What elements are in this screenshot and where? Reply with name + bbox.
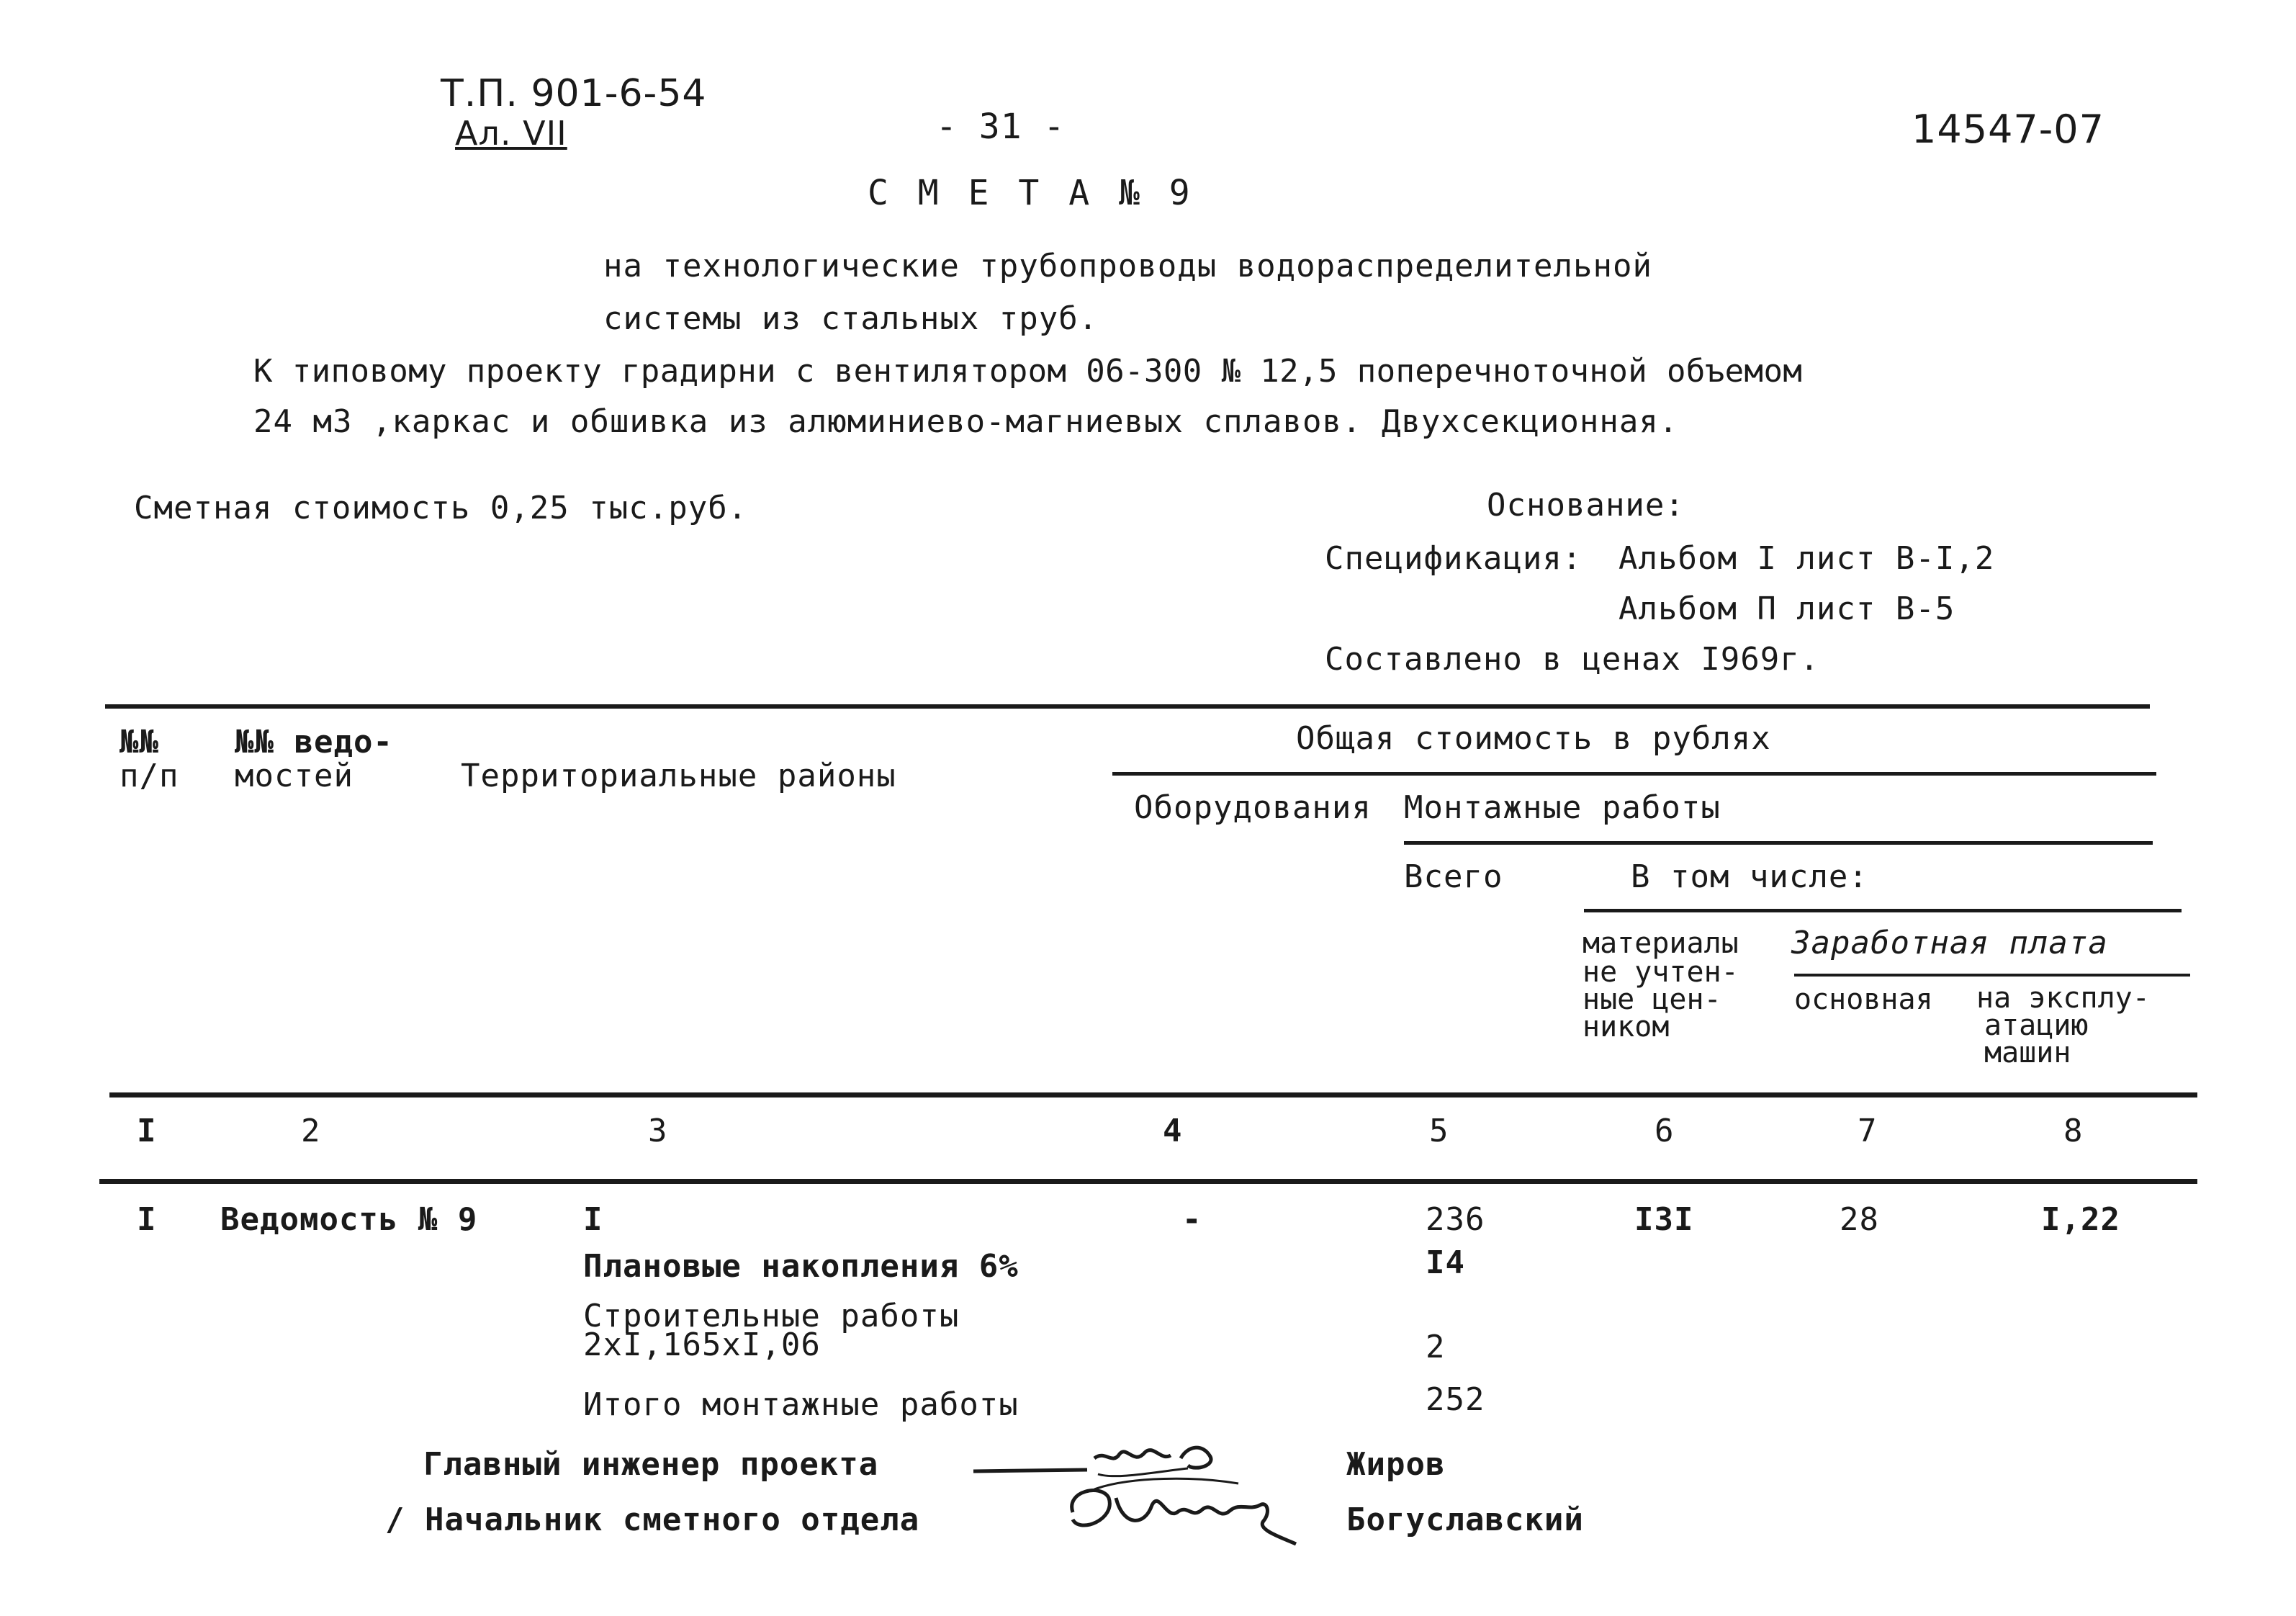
- numbers-bottom-rule: [99, 1179, 2197, 1184]
- row4-region: Итого монтажные работы: [583, 1386, 1019, 1423]
- header-machines-2: атацию: [1984, 1009, 2089, 1042]
- header-regions: Территориальные районы: [461, 758, 896, 794]
- total-cost-rule: [1112, 772, 2156, 776]
- prices-year: Составлено в ценах I969г.: [1325, 641, 1820, 678]
- row1-num: I: [137, 1201, 157, 1238]
- wages-rule: [1794, 974, 2190, 977]
- col-number-5: 5: [1429, 1113, 1449, 1149]
- header-total: Всего: [1404, 858, 1503, 895]
- head-signature-icon: [1051, 1469, 1310, 1551]
- page-number: - 31 -: [936, 107, 1066, 147]
- header-total-cost: Общая стоимость в рублях: [1296, 720, 1771, 757]
- header-including: В том числе:: [1631, 858, 1868, 895]
- basis-label: Основание:: [1487, 487, 1685, 524]
- header-materials-3: ные цен-: [1583, 983, 1721, 1016]
- header-vedomost-1: №№ ведо-: [235, 724, 393, 760]
- col-number-4: 4: [1163, 1113, 1183, 1149]
- row1-region: I: [583, 1201, 603, 1238]
- spec-line-1: Альбом I лист В-I,2: [1619, 540, 1995, 577]
- row1-equipment: -: [1182, 1201, 1202, 1238]
- row1-vedomost: Ведомость № 9: [220, 1201, 478, 1238]
- header-install: Монтажные работы: [1404, 789, 1721, 826]
- header-equipment: Оборудования: [1134, 789, 1372, 826]
- estimate-title: С М Е Т А № 9: [868, 173, 1194, 213]
- header-basic: основная: [1794, 983, 1933, 1016]
- document-number: 14547-07: [1912, 107, 2104, 152]
- spec-line-2: Альбом П лист В-5: [1619, 591, 1955, 627]
- head-estimate-title: / Начальник сметного отдела: [385, 1501, 920, 1538]
- row3-region-line2: 2хI,165хI,06: [583, 1327, 821, 1363]
- row2-total: I4: [1426, 1244, 1465, 1281]
- chief-engineer-title: Главный инженер проекта: [423, 1446, 879, 1483]
- header-machines-3: машин: [1984, 1036, 2071, 1069]
- chief-engineer-name: Жиров: [1346, 1446, 1446, 1483]
- row3-region-line1: Строительные работы: [583, 1298, 960, 1334]
- row4-total: 252: [1426, 1381, 1485, 1418]
- row1-machines: I,22: [2041, 1201, 2120, 1238]
- header-num-1: №№: [120, 724, 159, 760]
- header-machines-1: на эксплу-: [1976, 982, 2150, 1015]
- col-number-7: 7: [1858, 1113, 1878, 1149]
- col-number-8: 8: [2063, 1113, 2084, 1149]
- header-materials-1: материалы: [1583, 927, 1739, 960]
- title-line-1: на технологические трубопроводы водораспределительной: [603, 248, 1652, 284]
- title-line-4: 24 м3 ,каркас и обшивка из алюминиево-магниевых сплавов. Двухсекционная.: [253, 403, 1679, 440]
- row1-total: 236: [1426, 1201, 1485, 1238]
- col-number-6: 6: [1655, 1113, 1675, 1149]
- header-vedomost-2: мостей: [235, 758, 354, 794]
- header-bottom-rule: [109, 1092, 2197, 1097]
- install-rule: [1404, 841, 2153, 845]
- row3-total: 2: [1426, 1329, 1446, 1365]
- header-materials-2: не учтен-: [1583, 956, 1739, 989]
- col-number-1: I: [137, 1113, 157, 1149]
- title-line-2: системы из стальных труб.: [603, 300, 1099, 337]
- row2-region: Плановые накопления 6%: [583, 1248, 1019, 1285]
- header-materials-4: ником: [1583, 1010, 1670, 1043]
- table-top-rule: [105, 704, 2150, 709]
- header-wages: Заработная плата: [1791, 925, 2108, 961]
- row1-materials: I3I: [1634, 1201, 1694, 1238]
- spec-label: Спецификация:: [1325, 540, 1583, 577]
- row1-basic: 28: [1840, 1201, 1879, 1238]
- tp-code: Т.П. 901-6-54: [441, 72, 707, 115]
- header-num-2: п/п: [120, 758, 179, 794]
- head-estimate-name: Богуславский: [1346, 1501, 1584, 1538]
- estimated-cost: Сметная стоимость 0,25 тыс.руб.: [134, 490, 748, 526]
- including-rule: [1584, 909, 2182, 912]
- album-number: Ал. VII: [455, 114, 567, 153]
- col-number-2: 2: [301, 1113, 321, 1149]
- col-number-3: 3: [648, 1113, 668, 1149]
- title-line-3: К типовому проекту градирни с вентилятором 06-300 № 12,5 поперечноточной объемом: [253, 353, 1803, 390]
